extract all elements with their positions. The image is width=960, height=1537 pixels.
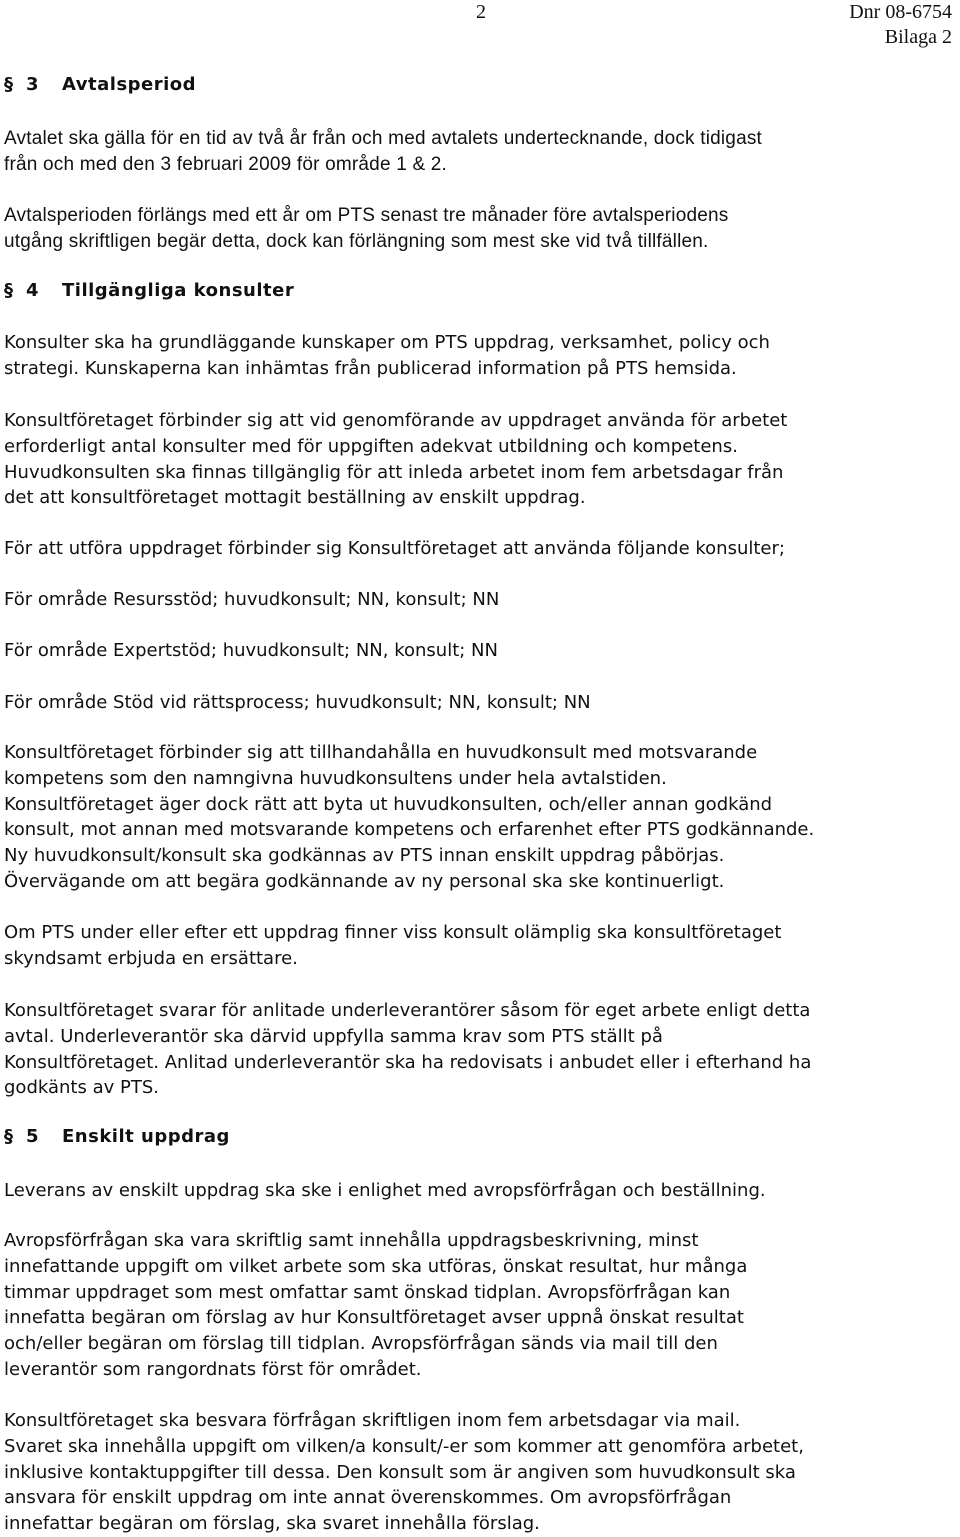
paragraph: För område Expertstöd; huvudkonsult; NN, konsult; NN xyxy=(4,640,498,661)
section-mark: § xyxy=(4,280,14,301)
paragraph: För område Resursstöd; huvudkonsult; NN, konsult; NN xyxy=(4,589,500,610)
section-title: Tillgängliga konsulter xyxy=(62,280,295,301)
section-heading-3 xyxy=(4,74,196,95)
paragraph: Konsultföretaget förbinder sig att vid genomförande av uppdraget använda för arbetet erforderligt antal konsulter med för uppgiften adekvat utbildning och kompetens. Huvudkonsulten ska finnas tillgänglig för att inleda arbetet inom fem arbetsdagar från det att konsultföretaget mottagit beställning av enskilt uppdrag. xyxy=(4,410,788,509)
paragraph: Avropsförfrågan ska vara skriftlig samt innehålla uppdragsbeskrivning, minst innefattande uppgift om vilket arbete som ska utföras, önskat resultat, hur många timmar uppdraget som mest omfattar samt önskad tidplan. Avropsförfrågan kan innefatta begäran om förslag av hur Konsultföretaget avser uppnå önskat resultat och/eller begäran om förslag till tidplan. Avropsförfrågan sänds via mail till den leverantör som rangordnats först för området. xyxy=(4,1230,748,1380)
section-number: 4 xyxy=(26,280,40,301)
paragraph: Konsulter ska ha grundläggande kunskaper om PTS uppdrag, verksamhet, policy och strategi. Kunskaperna kan inhämtas från publicerad information på PTS hemsida. xyxy=(4,332,770,379)
section-number: 5 xyxy=(26,1126,40,1147)
section-mark: § xyxy=(4,74,14,95)
section-heading-4 xyxy=(4,280,294,301)
section-mark: § xyxy=(4,1126,14,1147)
paragraph: För att utföra uppdraget förbinder sig Konsultföretaget att använda följande konsulter; xyxy=(4,538,785,559)
paragraph: Konsultföretaget ska besvara förfrågan skriftligen inom fem arbetsdagar via mail. Svaret ska innehålla uppgift om vilken/a konsult/-er som kommer att genomföra arbetet, inklusive kontaktuppgifter till dessa. Den konsult som är angiven som huvudkonsult ska ansvara för enskilt uppdrag om inte annat överenskommes. Om avropsförfrågan innefattar begäran om förslag, ska svaret innehålla förslag. xyxy=(4,1410,804,1535)
page-number: 2 xyxy=(476,1,486,23)
attachment-label: Bilaga 2 xyxy=(884,26,952,48)
paragraph: Leverans av enskilt uppdrag ska ske i enlighet med avropsförfrågan och beställning. xyxy=(4,1180,766,1201)
document-number: Dnr 08-6754 xyxy=(849,1,952,23)
section-title: Enskilt uppdrag xyxy=(62,1126,230,1147)
section-number: 3 xyxy=(26,74,40,95)
paragraph: Avtalsperioden förlängs med ett år om PTS senast tre månader före avtalsperiodens utgång skriftligen begär detta, dock kan förlängning som mest ske vid två tillfällen. xyxy=(4,205,729,252)
section-heading-5 xyxy=(4,1126,230,1147)
paragraph: För område Stöd vid rättsprocess; huvudkonsult; NN, konsult; NN xyxy=(4,692,591,713)
paragraph: Avtalet ska gälla för en tid av två år från och med avtalets undertecknande, dock tidigast från och med den 3 februari 2009 för område 1 & 2. xyxy=(4,128,763,175)
paragraph: Konsultföretaget svarar för anlitade underleverantörer såsom för eget arbete enligt detta avtal. Underleverantör ska därvid uppfylla samma krav som PTS ställt på Konsultföretaget. Anlitad underleverantör ska ha redovisats i anbudet eller i efterhand ha godkänts av PTS. xyxy=(4,1000,812,1099)
section-title: Avtalsperiod xyxy=(62,74,197,95)
paragraph: Konsultföretaget förbinder sig att tillhandahålla en huvudkonsult med motsvarande kompetens som den namngivna huvudkonsultens under hela avtalstiden. Konsultföretaget äger dock rätt att byta ut huvudkonsulten, och/eller annan godkänd konsult, mot annan med motsvarande kompetens och erfarenhet efter PTS godkännande. Ny huvudkonsult/konsult ska godkännas av PTS innan enskilt uppdrag påbörjas. Övervägande om att begära godkännande av ny personal ska ske kontinuerligt. xyxy=(4,742,815,892)
paragraph: Om PTS under eller efter ett uppdrag finner viss konsult olämplig ska konsultföretaget skyndsamt erbjuda en ersättare. xyxy=(4,922,782,969)
